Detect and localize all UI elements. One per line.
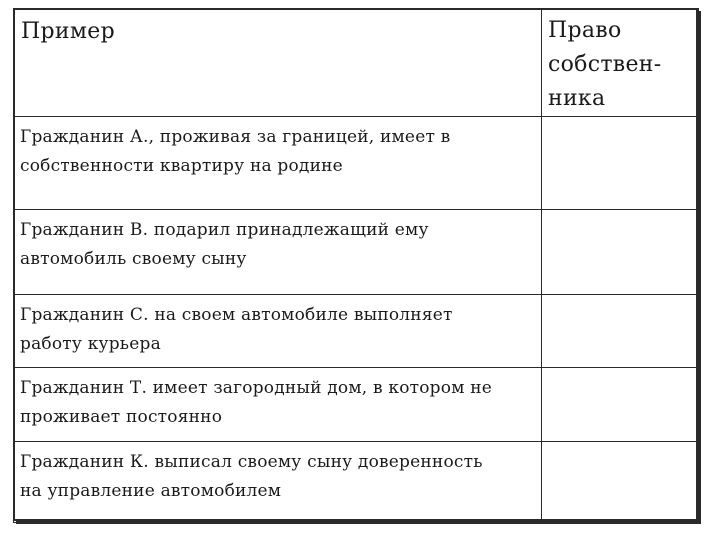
ownership-table: [13, 8, 699, 523]
table-row: [14, 368, 699, 442]
example-cell: [14, 210, 542, 295]
header-example-label: Пример: [21, 19, 115, 44]
header-example: [14, 9, 542, 117]
table-row: [14, 117, 699, 210]
example-line: Гражданин С. на своем автомобиле выполняет: [20, 305, 453, 325]
example-line: собственности квартиру на родине: [20, 156, 343, 176]
example-cell: [14, 442, 542, 523]
example-line: автомобиль своему сыну: [20, 249, 247, 269]
owner-right-cell[interactable]: [542, 442, 699, 523]
table-row: [14, 442, 699, 523]
header-owner-right-line: ника: [548, 86, 606, 111]
owner-right-cell[interactable]: [542, 210, 699, 295]
table-row: [14, 210, 699, 295]
header-owner-right-line: Право: [548, 18, 622, 43]
example-line: Гражданин В. подарил принадлежащий ему: [20, 220, 429, 240]
example-line: работу курьера: [20, 334, 161, 354]
example-line: проживает постоянно: [20, 407, 223, 427]
example-cell: [14, 117, 542, 210]
example-line: на управление автомобилем: [20, 481, 282, 501]
header-owner-right-line: собствен-: [548, 52, 662, 77]
table-header-row: [14, 9, 699, 117]
example-cell: [14, 368, 542, 442]
example-line: Гражданин К. выписал своему сыну доверенность: [20, 452, 483, 472]
header-owner-right: [542, 9, 699, 117]
owner-right-cell[interactable]: [542, 368, 699, 442]
owner-right-cell[interactable]: [542, 117, 699, 210]
example-line: Гражданин Т. имеет загородный дом, в котором не: [20, 378, 493, 398]
owner-right-cell[interactable]: [542, 295, 699, 368]
table-row: [14, 295, 699, 368]
example-cell: [14, 295, 542, 368]
example-line: Гражданин А., проживая за границей, имеет в: [20, 127, 451, 147]
